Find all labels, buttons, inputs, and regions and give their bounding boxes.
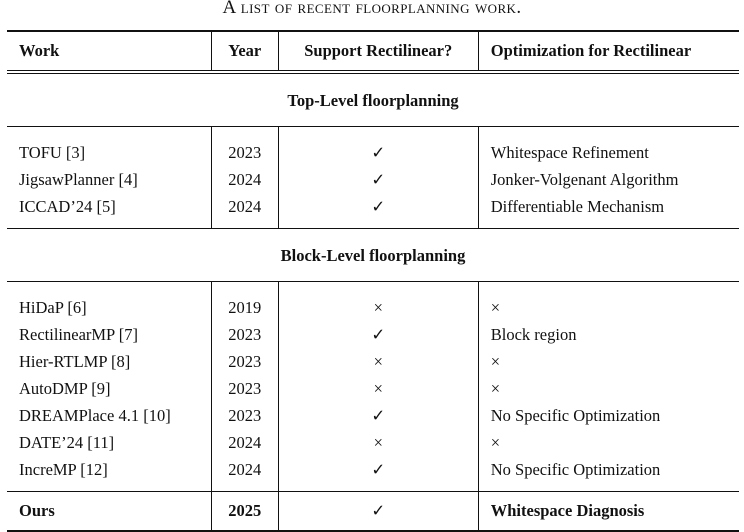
- cell-support: ✓: [278, 127, 478, 167]
- table-row: [7, 127, 739, 167]
- cell-optimization: Jonker-Volgenant Algorithm: [478, 166, 739, 193]
- table-body: [7, 72, 739, 531]
- cell-optimization: Block region: [478, 321, 739, 348]
- cell-work: JigsawPlanner [4]: [19, 169, 138, 189]
- cell-year: 2023: [211, 375, 278, 402]
- cell-work: TOFU [3]: [19, 142, 86, 162]
- cell-support: ✓: [278, 321, 478, 348]
- cell-work: Ours: [7, 492, 211, 532]
- table-row: [7, 429, 739, 456]
- cell-work: Hier-RTLMP [8]: [19, 351, 131, 371]
- cell-year: 2023: [211, 127, 278, 167]
- cell-support: ×: [278, 348, 478, 375]
- cell-work: DATE’24 [11]: [19, 432, 115, 452]
- cell-support: ×: [278, 282, 478, 322]
- cell-year: 2024: [211, 166, 278, 193]
- table-caption: A list of recent floorplanning work.: [222, 0, 522, 18]
- table-row: [7, 166, 739, 193]
- table-row: [7, 375, 739, 402]
- cell-support: ✓: [278, 456, 478, 492]
- cell-optimization: ×: [478, 348, 739, 375]
- floorplanning-table: [7, 30, 739, 532]
- cell-work: RectilinearMP [7]: [19, 324, 138, 344]
- cell-optimization: ×: [478, 375, 739, 402]
- ours-row: [7, 492, 739, 532]
- cell-year: 2023: [211, 321, 278, 348]
- cell-support: ✓: [278, 492, 478, 532]
- cell-optimization: ×: [478, 429, 739, 456]
- cell-year: 2024: [211, 193, 278, 229]
- cell-optimization: Whitespace Diagnosis: [478, 492, 739, 532]
- table-row: [7, 193, 739, 229]
- section-title: Top-Level floorplanning: [7, 72, 739, 127]
- cell-support: ✓: [278, 166, 478, 193]
- cell-support: ✓: [278, 402, 478, 429]
- cell-optimization: No Specific Optimization: [478, 456, 739, 492]
- cell-year: 2019: [211, 282, 278, 322]
- cell-work: ICCAD’24 [5]: [7, 193, 211, 229]
- table-row: [7, 456, 739, 492]
- cell-work: IncreMP [12]: [7, 456, 211, 492]
- cell-year: 2024: [211, 456, 278, 492]
- cell-support: ×: [278, 429, 478, 456]
- table-row: [7, 348, 739, 375]
- section-header-row: [7, 229, 739, 282]
- cell-year: 2024: [211, 429, 278, 456]
- cell-year: 2025: [211, 492, 278, 532]
- cell-optimization: Differentiable Mechanism: [478, 193, 739, 229]
- cell-optimization: Whitespace Refinement: [478, 127, 739, 167]
- header-year: Year: [211, 31, 278, 72]
- table-row: [7, 282, 739, 322]
- cell-year: 2023: [211, 402, 278, 429]
- cell-support: ×: [278, 375, 478, 402]
- header-support: Support Rectilinear?: [278, 31, 478, 72]
- cell-work: HiDaP [6]: [19, 297, 87, 317]
- section-title: Block-Level floorplanning: [7, 229, 739, 282]
- header-optimization: Optimization for Rectilinear: [478, 31, 739, 72]
- header-row: [7, 31, 739, 72]
- cell-optimization: No Specific Optimization: [478, 402, 739, 429]
- cell-work: AutoDMP [9]: [19, 378, 111, 398]
- section-header-row: [7, 72, 739, 127]
- cell-optimization: ×: [478, 282, 739, 322]
- cell-work: DREAMPlace 4.1 [10]: [19, 405, 171, 425]
- header-work: Work: [7, 31, 211, 72]
- table-row: [7, 402, 739, 429]
- table-row: [7, 321, 739, 348]
- cell-year: 2023: [211, 348, 278, 375]
- cell-support: ✓: [278, 193, 478, 229]
